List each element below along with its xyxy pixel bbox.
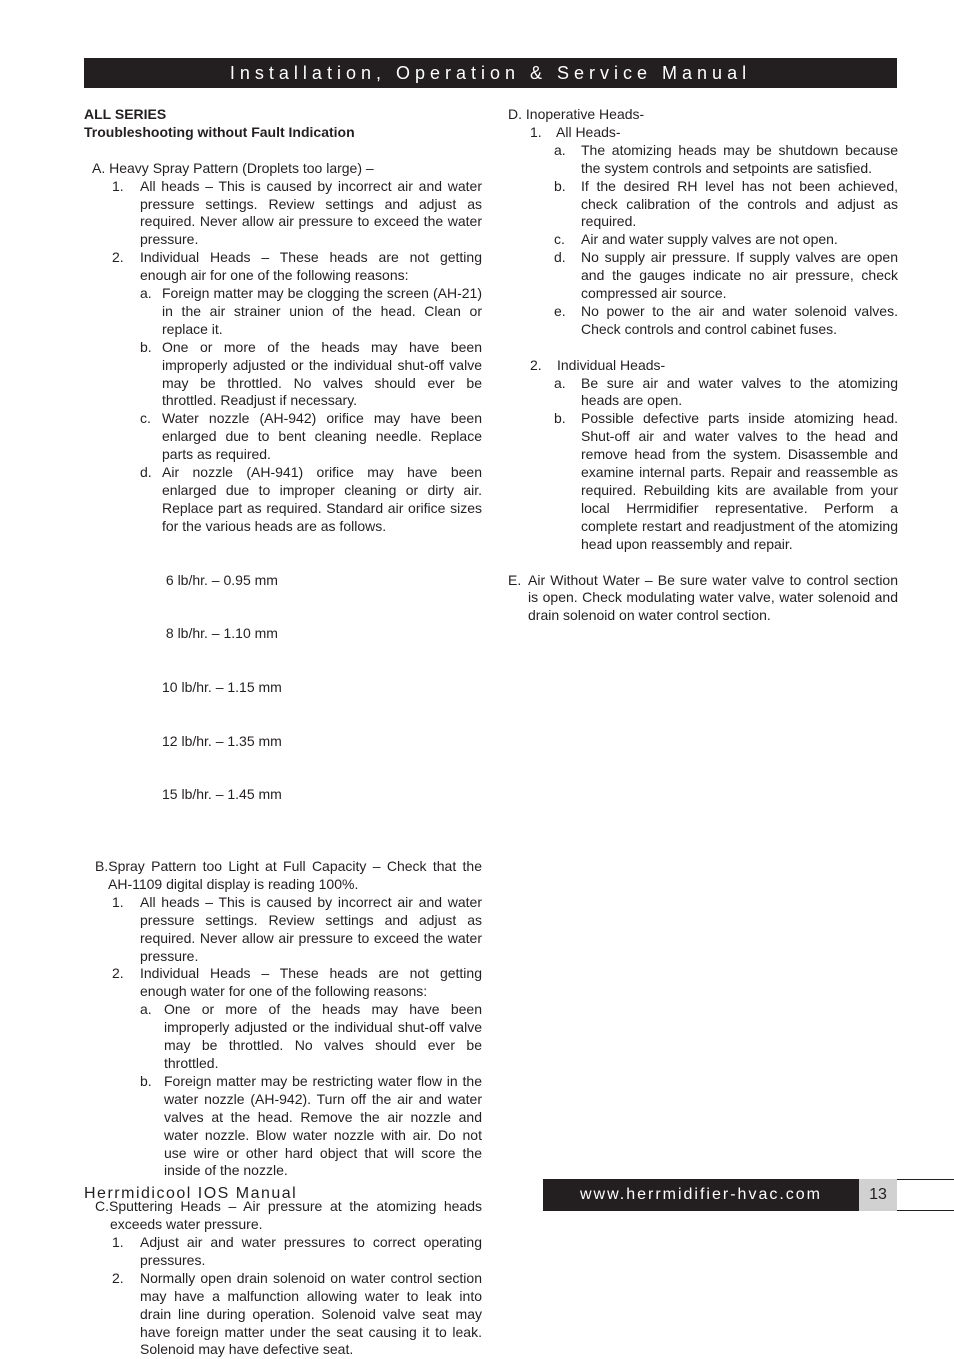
- list-item: 2. Individual Heads – These heads are not getting enough air for one of the following reasons:: [112, 249, 482, 284]
- list-item: a. One or more of the heads may have been improperly adjusted or the individual shut-off valve may be throttled. No valves should ever be throttled.: [140, 1001, 482, 1071]
- list-item: 1. All heads – This is caused by incorrect air and water pressure settings. Review settings and adjust as required. Never allow air pressure to exceed the water pressure.: [112, 177, 482, 248]
- item-c-title: C.Sputtering Heads – Air pressure at the atomizing heads exceeds water pressure.: [95, 1198, 482, 1233]
- orifice-size-item: 8 lb/hr. – 1.10 mm: [162, 625, 278, 642]
- page-number: 13: [859, 1179, 897, 1211]
- list-item: d. No supply air pressure. If supply valves are open and the gauges indicate no air pressure, check compressed air source.: [554, 249, 898, 302]
- list-item: b. One or more of the heads may have been improperly adjusted or the individual shut-off valve may be throttled. No valves should ever be throttled. Readjust if necessary.: [140, 338, 482, 409]
- footer-divider: [897, 1210, 954, 1211]
- orifice-size-item: 12 lb/hr. – 1.35 mm: [162, 732, 282, 749]
- list-item: b. Foreign matter may be restricting water flow in the water nozzle (AH-942). Turn off the air and water valves at the head. Remove the air nozzle and water nozzle. Blow water nozzle with air. Do not use wire or other hard object that will score the inside of the nozzle.: [140, 1072, 482, 1179]
- list-item: 1. All heads – This is caused by incorrect air and water pressure settings. Review settings and adjust as required. Never allow air pressure to exceed the water pressure.: [112, 893, 482, 964]
- list-item: e. No power to the air and water solenoid valves. Check controls and control cabinet fuses.: [554, 302, 898, 337]
- orifice-size-item: 10 lb/hr. – 1.15 mm: [162, 678, 282, 695]
- list-item: 2. Individual Heads-: [530, 356, 666, 373]
- item-b-title: B.Spray Pattern too Light at Full Capacity – Check that the AH-1109 digital display is reading 100%.: [95, 858, 482, 892]
- list-item: c. Water nozzle (AH-942) orifice may have been enlarged due to bent cleaning needle. Replace parts as required.: [140, 410, 482, 463]
- list-item: 2. Normally open drain solenoid on water control section may have a malfunction allowing water to leak into drain line during operation. Solenoid valve seat may have foreign matter under the seat causing it to leak. Solenoid may have defective seat.: [112, 1269, 482, 1358]
- section-subheading: Troubleshooting without Fault Indication: [84, 123, 355, 140]
- item-a-title: A. Heavy Spray Pattern (Droplets too large) –: [92, 159, 374, 176]
- orifice-sizes: [84, 536, 482, 840]
- footer-website: www.herrmidifier-hvac.com: [543, 1179, 859, 1211]
- list-item: 2. Individual Heads – These heads are not getting enough water for one of the following reasons:: [112, 965, 482, 1000]
- orifice-size-item: 15 lb/hr. – 1.45 mm: [162, 786, 282, 803]
- list-item: a. Be sure air and water valves to the atomizing heads are open.: [554, 374, 898, 409]
- list-item: a. Foreign matter may be clogging the screen (AH-21) in the air strainer union of the head. Clean or replace it.: [140, 285, 482, 337]
- list-item: d. Air nozzle (AH-941) orifice may have been enlarged due to improper cleaning or dirty air. Replace part as required. Standard air orifice sizes for the various heads are as follows.: [140, 464, 482, 534]
- list-item: b. Possible defective parts inside atomizing head. Shut-off air and water valves to the head and remove head from the system. Disassemble and examine internal parts. Repair and reassemble as required. Rebuilding kits are available from your local Herrmidifier representative. Perform a complete restart and readjustment of the atomizing head upon reassembly and repair.: [554, 410, 898, 552]
- list-item: 1. All Heads-: [530, 123, 621, 140]
- header-banner: Installation, Operation & Service Manual: [84, 58, 897, 88]
- right-column: [508, 106, 898, 625]
- list-item: a. The atomizing heads may be shutdown because the system controls and setpoints are satisfied.: [554, 141, 898, 176]
- item-d-title: D. Inoperative Heads-: [508, 106, 645, 122]
- section-heading: ALL SERIES: [84, 106, 167, 122]
- list-item: b. If the desired RH level has not been achieved, check calibration of the controls and adjust as required.: [554, 177, 898, 230]
- footer-divider: [897, 1179, 954, 1180]
- footer-manual-title: Herrmidicool IOS Manual: [84, 1185, 298, 1202]
- orifice-size-item: 6 lb/hr. – 0.95 mm: [162, 571, 278, 588]
- list-item: c. Air and water supply valves are not open.: [554, 231, 838, 248]
- left-column: [84, 106, 482, 1359]
- list-item: 1. Adjust air and water pressures to correct operating pressures.: [112, 1234, 482, 1268]
- item-e: E. Air Without Water – Be sure water valve to control section is open. Check modulating water valve, water solenoid and drain solenoid on water control section.: [508, 571, 898, 624]
